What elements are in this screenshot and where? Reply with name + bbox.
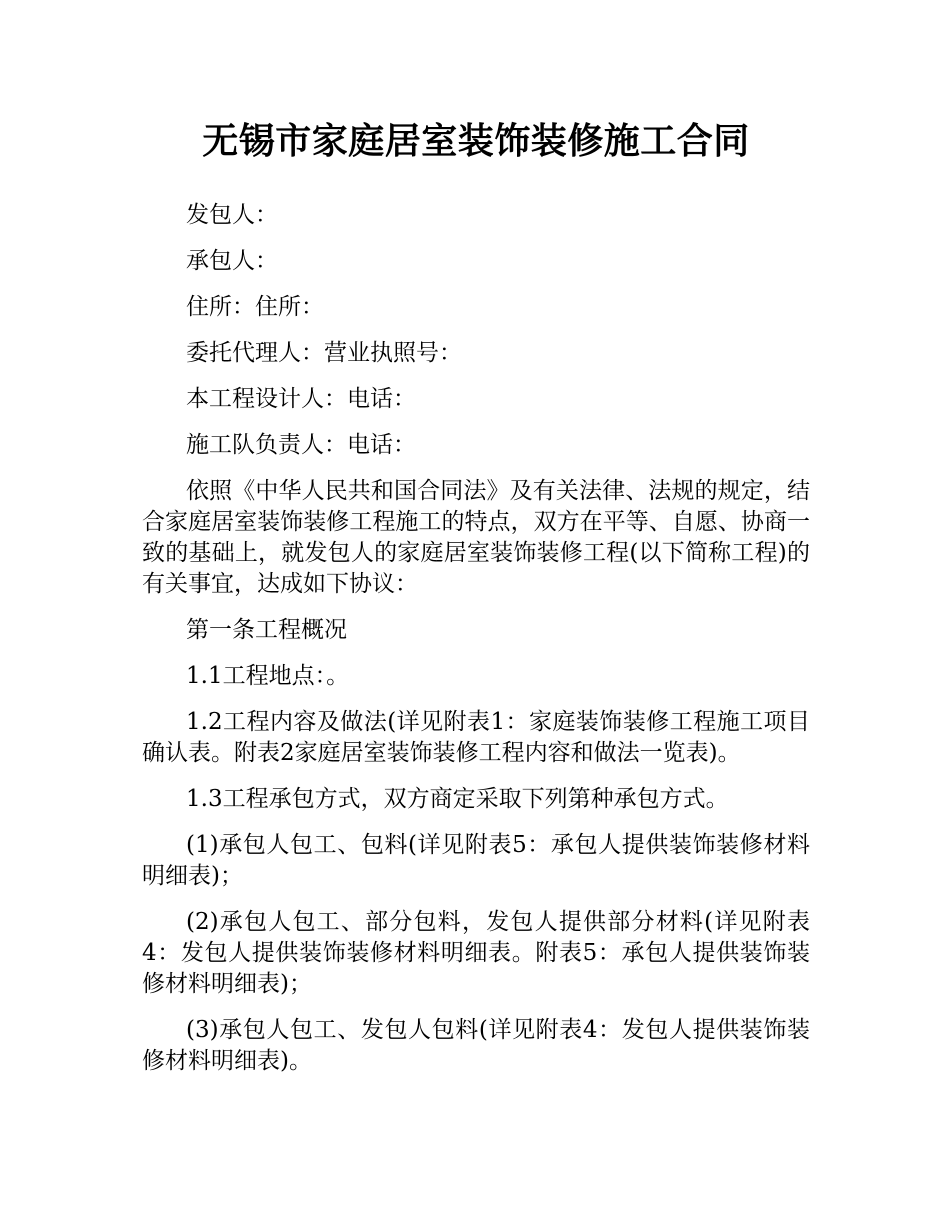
document-title: 无锡市家庭居室装饰装修施工合同 [202,121,750,162]
party-a-line: 发包人： [186,202,278,228]
clause-1-3: 1.3工程承包方式，双方商定采取下列第种承包方式。 [186,786,729,812]
option-1: (1)承包人包工、包料(详见附表5：承包人提供装饰装修材料明细表)； [142,832,810,889]
agent-license-line: 委托代理人：营业执照号： [186,340,462,366]
party-b-line: 承包人： [186,248,278,274]
designer-phone-line: 本工程设计人：电话： [186,386,416,412]
team-leader-phone-line: 施工队负责人：电话： [186,432,416,458]
address-line: 住所：住所： [186,294,324,320]
preamble-paragraph: 依照《中华人民共和国合同法》及有关法律、法规的规定，结合家庭居室装饰装修工程施工的特点，双方在平等、自愿、协商一致的基础上，就发包人的家庭居室装饰装修工程(以下简称工程)的有关事宜，达成如下协议： [142,478,810,597]
clause-1-1: 1.1工程地点：。 [186,663,350,689]
option-3: (3)承包人包工、发包人包料(详见附表4：发包人提供装饰装修材料明细表)。 [142,1017,810,1074]
option-2: (2)承包人包工、部分包料，发包人提供部分材料(详见附表4：发包人提供装饰装修材料明细表。附表5：承包人提供装饰装修材料明细表)； [142,909,810,997]
clause-1-2: 1.2工程内容及做法(详见附表1：家庭装饰装修工程施工项目确认表。附表2家庭居室装饰装修工程内容和做法一览表)。 [142,709,810,766]
article-one-heading: 第一条工程概况 [186,617,347,643]
